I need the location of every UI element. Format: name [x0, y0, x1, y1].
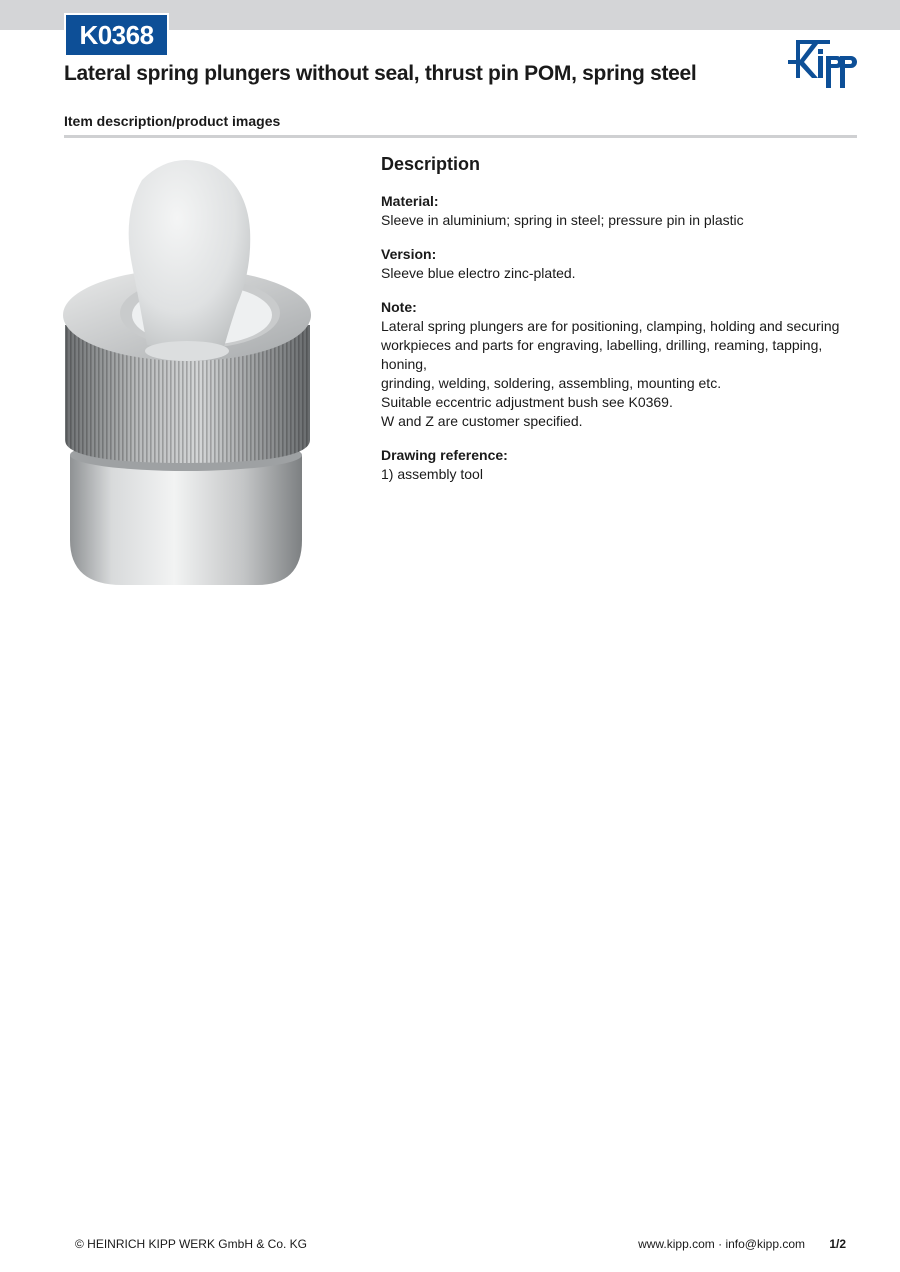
note-line: grinding, welding, soldering, assembling, mounting etc. — [381, 375, 722, 391]
note-line: workpieces and parts for engraving, labelling, drilling, reaming, tapping, honing, — [381, 337, 823, 372]
material-text: Sleeve in aluminium; spring in steel; pressure pin in plastic — [381, 212, 744, 228]
page-title: Lateral spring plungers without seal, thrust pin POM, spring steel — [64, 62, 697, 85]
version-block — [381, 245, 851, 283]
section-heading: Item description/product images — [64, 113, 281, 129]
description-heading: Description — [381, 154, 481, 174]
material-block — [381, 192, 851, 230]
material-label: Material: — [381, 193, 439, 209]
note-line: Suitable eccentric adjustment bush see K0369. — [381, 394, 673, 410]
section-divider — [64, 135, 857, 138]
note-line: Lateral spring plungers are for positioning, clamping, holding and securing — [381, 318, 840, 334]
note-label: Note: — [381, 299, 417, 315]
drawing-reference-block — [381, 446, 851, 484]
version-text: Sleeve blue electro zinc-plated. — [381, 265, 576, 281]
item-code-badge: K0368 — [64, 13, 169, 57]
page-number: 1/2 — [829, 1237, 846, 1251]
footer-copyright: © HEINRICH KIPP WERK GmbH & Co. KG — [75, 1237, 307, 1251]
footer-contact: www.kipp.com · info@kipp.com — [638, 1237, 805, 1251]
version-label: Version: — [381, 246, 437, 262]
drawing-reference-label: Drawing reference: — [381, 447, 508, 463]
svg-text:Kipp: Kipp — [824, 90, 829, 92]
note-block — [381, 298, 851, 431]
product-image — [62, 155, 317, 590]
note-line: W and Z are customer specified. — [381, 413, 583, 429]
drawing-reference-text: 1) assembly tool — [381, 466, 483, 482]
description-panel — [381, 152, 851, 499]
kipp-logo — [784, 38, 858, 92]
